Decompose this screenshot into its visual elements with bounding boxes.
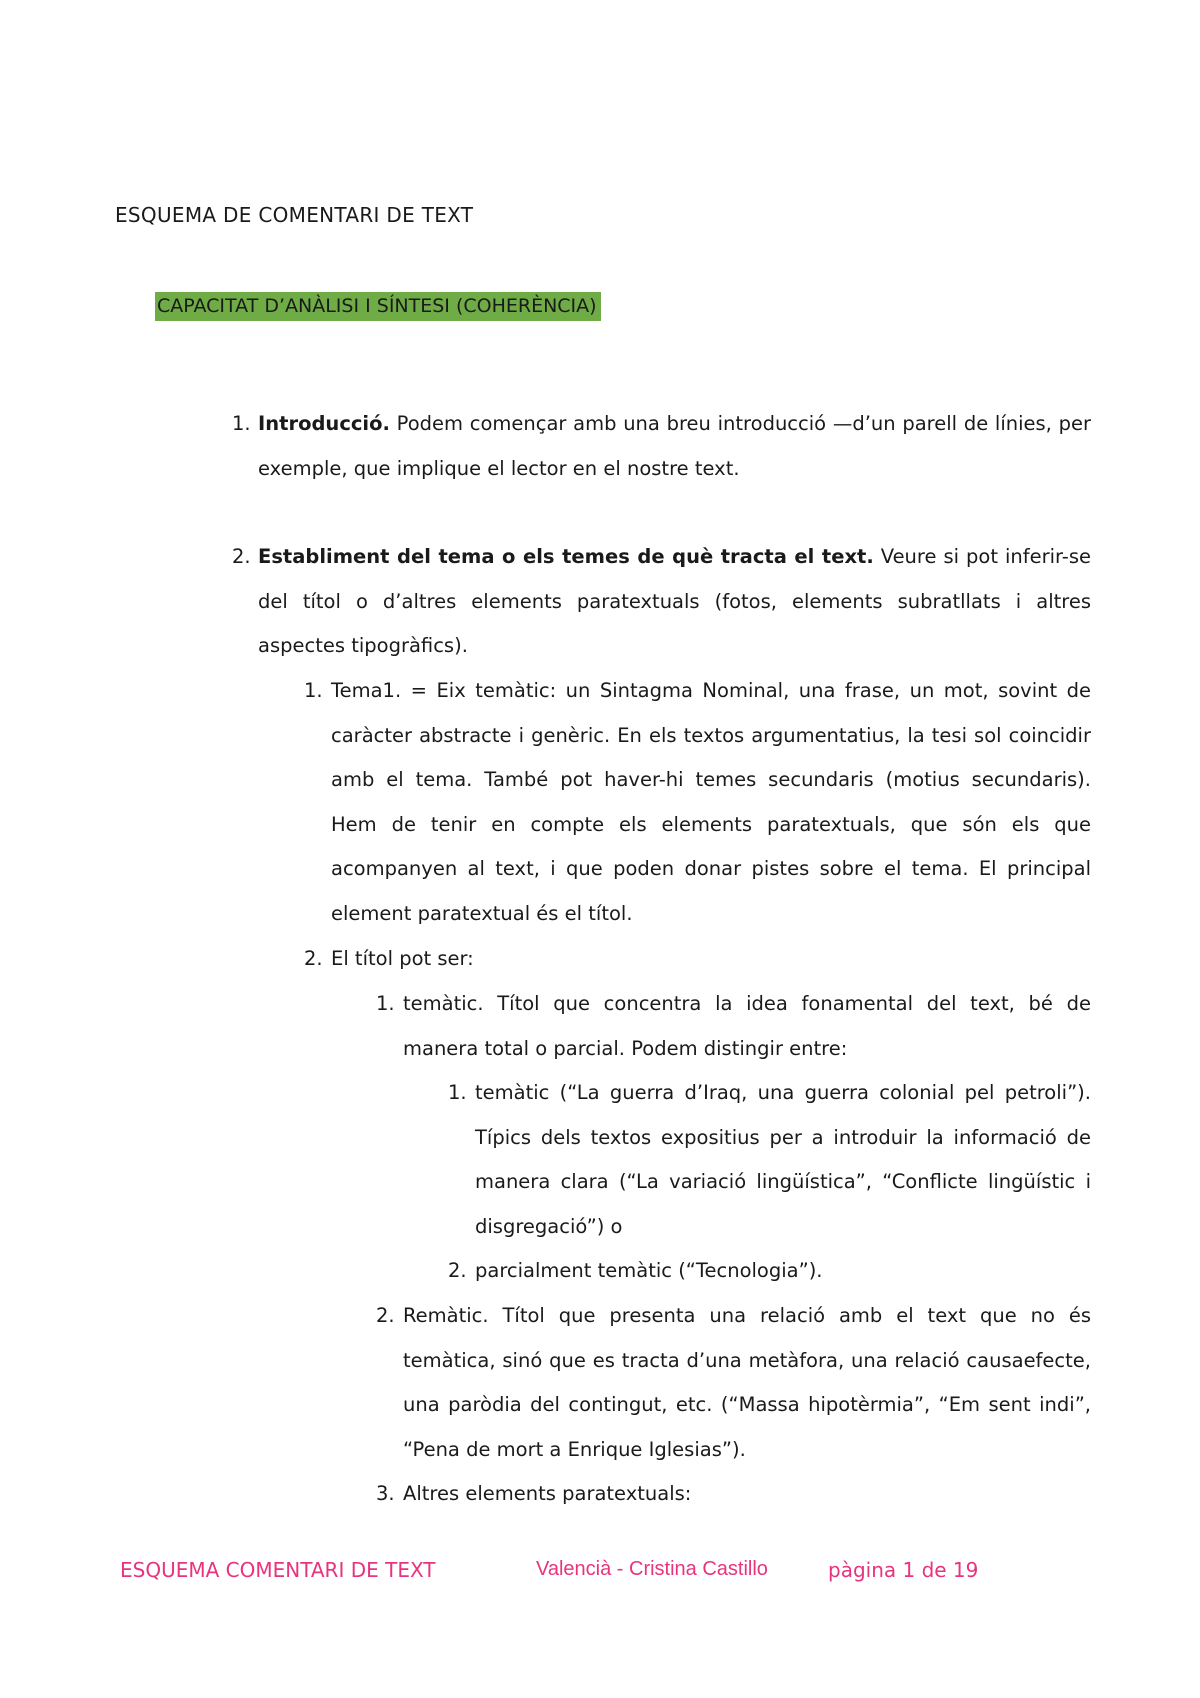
item-heading: Introducció. — [258, 412, 390, 435]
item-number: 2. — [232, 545, 251, 568]
level4-number: 2. — [448, 1259, 467, 1282]
subsubitem-number: 2. — [376, 1304, 395, 1327]
subsubitem-tematic: temàtic. Títol que concentra la idea fonamental del text, bé de manera total o parcial. Podem distingir entre: — [403, 992, 1091, 1060]
list-item-introduccio — [258, 402, 1091, 491]
list-item-establiment-tema — [258, 535, 1091, 669]
subsubitem-number: 3. — [376, 1482, 395, 1505]
subitem-tema: Tema1. = Eix temàtic: un Sintagma Nominal, una frase, un mot, sovint de caràcter abstracte i genèric. En els textos argumentatius, la tesi sol coincidir amb el tema. També pot haver-hi temes secundaris (motius secundaris). Hem de tenir en compte els elements paratextuals, que són els que acompanyen al text, i que poden donar pistes sobre el tema. El principal element paratextual és el títol. — [331, 679, 1091, 925]
level4-number: 1. — [448, 1081, 467, 1104]
item-number: 1. — [232, 412, 251, 435]
section-heading-highlight: CAPACITAT D’ANÀLISI I SÍNTESI (COHERÈNCIA) — [155, 292, 601, 321]
footer-author: Valencià - Cristina Castillo — [536, 1558, 768, 1580]
subitem-number: 2. — [304, 947, 323, 970]
subsubitem-number: 1. — [376, 992, 395, 1015]
item-text: Podem començar amb una breu introducció —d’un parell de línies, per exemple, que implique el lector en el nostre text. — [258, 412, 1091, 480]
subsubitem-rematic: Remàtic. Títol que presenta una relació amb el text que no és temàtica, sinó que es tracta d’una metàfora, una relació causaefecte, una paròdia del contingut, etc. (“Massa hipotèrmia”, “Em sent indi”, “Pena de mort a Enrique Iglesias”). — [403, 1304, 1091, 1461]
subitem-titol: El títol pot ser: — [331, 947, 474, 970]
footer-page-number: pàgina 1 de 19 — [828, 1558, 979, 1582]
level4-item-tematic: temàtic (“La guerra d’Iraq, una guerra colonial pel petroli”). Típics dels textos expositius per a introduir la informació de manera clara (“La variació lingüística”, “Conflicte lingüístic i disgregació”) o — [475, 1081, 1091, 1238]
item-text: Veure si pot inferir-se del títol o d’altres elements paratextuals (fotos, elements subratllats i altres aspectes tipogràfics). — [258, 545, 1091, 657]
document-title: ESQUEMA DE COMENTARI DE TEXT — [115, 203, 474, 227]
footer-title: ESQUEMA COMENTARI DE TEXT — [120, 1558, 436, 1582]
level4-item-parcial: parcialment temàtic (“Tecnologia”). — [475, 1259, 823, 1282]
item-heading: Establiment del tema o els temes de què tracta el text. — [258, 545, 874, 568]
section-heading — [155, 295, 601, 317]
subitem-number: 1. — [304, 679, 323, 702]
subsubitem-altres: Altres elements paratextuals: — [403, 1482, 692, 1505]
